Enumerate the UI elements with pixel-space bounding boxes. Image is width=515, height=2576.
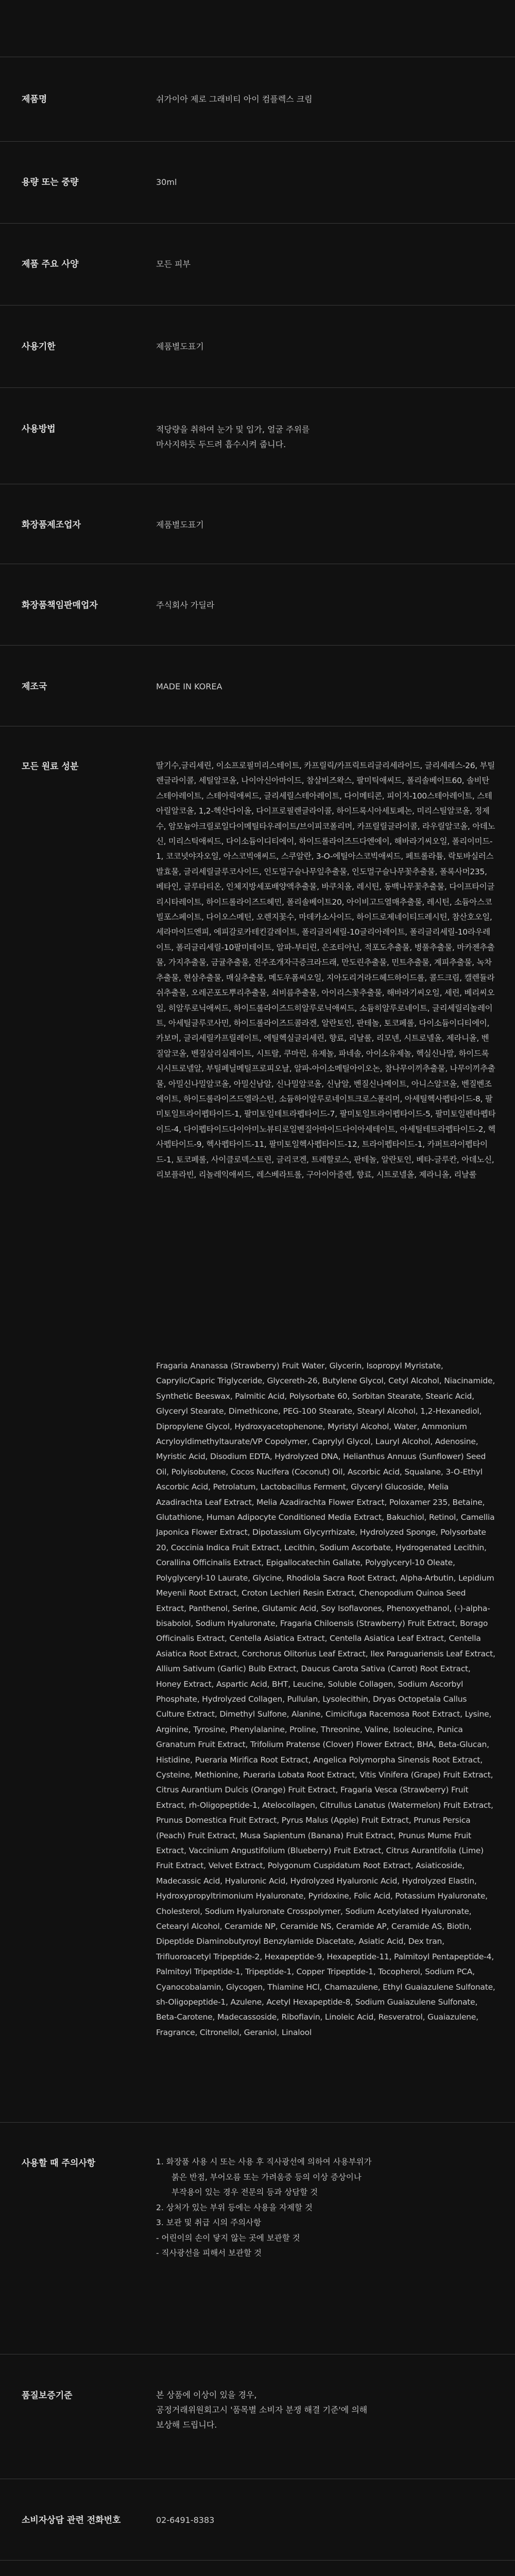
spec-value: 모든 피부: [156, 259, 191, 269]
ingredients-korean: 딸기수,글리세린, 이소프로필미리스테이트, 카프릴릭/카프릭트리글리세라이드, 글리세레스-26, 부틸렌글라이콜, 세틸알코올, 나이아신아마이드, 참살비즈왁스, 팔미틱애씨드, 폴리솔베이트60, 솔비탄스테아레이트, 스테아릭애씨드, 글리세릴스테아레이트, 다이메티콘, 피이지-100스테아레이트, 스테아릴알코올, 1,2-헥산다이올, 다이프로필렌글라이콜, 하이드록시아세토페논, 미리스틸알코올, 정제수, 암모늄아크릴로일다이메틸타우레이트/브이피코폴리머, 카프릴릴글라이콜, 라우릴알코올, 아데노신, 미리스틱애씨드, 다이소듐이디티에이, 하이드롤라이즈드다엔에이, 해바라기씨오일, 폴리이미드-1, 코코넛야자오일, 아스코빅애씨드, 스쿠알란, 3-O-에틸아스코빅애씨드, 페트롤라튬, 락토바실러스발효물, 글리세릴글루코사이드, 인도멀구슬나무잎추출물, 인도멀구슬나무꽃추출물, 폴록사머235, 베타인, 글루타티온, 인체지방세포배양액추출물, 바쿠치올, 레시틴, 동백나무꽃추출물, 다이프타이글리시타레이트, 하이드롤라이즈드헤민, 폴리솔베이트20, 아이비고드열매추출물, 레시틴, 소듐아스코빌포스페이트, 다이오스메틴, 오렌지꽃수, 마데카소사이드, 하이드로제네이티드레시틴, 참산호오일, 세라마이드엔피, 에피갈로카테킨갈레이트, 폴리글리세릴-10글리아레이트, 폴리글리세릴-10라우레이트, 폴리글리세릴-10팔미테이트, 알파-부티린, 은조티아닌, 적포도추출물, 병풀추출물, 마카젠추출물, 가지추출물, 금귤추출물, 진주조개자극증크라드래, 만도린추출물, 민트추출물, 계피추출물, 녹차추출물, 현삼추출물, 매실추출물, 메도우폼씨오일, 지아도리거라드헤드하이드롤, 콜드크림, 캘렌듈라쉬추출물, 오레곤포도뿌리추출물, 쇠비름추출물, 아이리스꽃추출물, 해바라기씨오일, 세린, 베리씨오일, 히알루로닉애씨드, 하이드롤라이즈드히알루로닉애씨드, 소듐히알루로네이트, 글리세릴리놀레이트, 아세틸글루코사민, 하이드롤라이즈드콜라겐, 알란토인, 판테놀, 토코페롤, 다이소듐이디티에이, 카보머, 글리세릴카프릴레이트, 에틸헥실글리세린, 향료, 리날룰, 리모넨, 시트로넬올, 제라니올, 벤질알코올, 벤질살리실레이트, 시트랄, 쿠마린, 유제놀, 파네솔, 아이소유제놀, 헥실신나말, 하이드록시시트로넬알, 부틸페닐메틸프로피오날, 알파-아이소메틸아이오논, 참나무이끼추출물, 나무이끼추출물, 아밀신나밀알코올, 아밀신남알, 신나밀알코올, 신남알, 벤질신나메이트, 아니스알코올, 벤질벤조에이트, 하이드롤라이즈드엘라스틴, 소듐하이알루로네이트크로스폴리머, 아세틸헥사펩타이드-8, 팔미토일트라이펩타이드-1, 팔미토일테트라펩타이드-7, 팔미토일트라이펩타이드-5, 팔미토일펜타펩타이드-4, 다이펩타이드다이아미노뷰티로일벤질아마이드다이아세테이트, 아세틸테트라펩타이드-2, 헥사펩타이드-9, 헥사펩타이드-11, 팔미토일헥사펩타이드-12, 트라이펩타이드-1, 카퍼트라이펩타이드-1, 토코페롤, 사이클로덱스트린, 글리코겐, 트레할로스, 판테놀, 알란토인, 베타-글루칸, 아데노신, 리보플라빈, 리놀레익애씨드, 레스베라트롤, 구아이아줄렌, 향료, 시트로넬올, 제라니올, 리날룰: [156, 761, 496, 1179]
row-phone: [0, 2479, 515, 2561]
caution-item: 부작용이 있는 경우 전문의 등과 상담할 것: [171, 2188, 318, 2197]
caution-item: 3. 보관 및 취급 시의 주의사항: [156, 2218, 262, 2227]
country-value: MADE IN KOREA: [156, 682, 222, 691]
row-distributor: [0, 564, 515, 646]
warranty-line: 공정거래위원회고시 '품목별 소비자 분쟁 해결 기준'에 의해: [156, 2405, 368, 2415]
caution-item: 1. 화장품 사용 시 또는 사용 후 직사광선에 의하여 사용부위가: [156, 2157, 372, 2166]
warranty-line: 본 상품에 이상이 있을 경우,: [156, 2390, 257, 2400]
warranty-value: [156, 2387, 496, 2432]
caution-label: 사용할 때 주의사항: [22, 2158, 96, 2168]
usage-line: 적당량을 취하여 눈가 및 입가, 얼굴 주위를: [156, 425, 310, 434]
ingredients-label: 모든 원료 성분: [22, 761, 79, 772]
caution-item: - 어린이의 손이 닿지 않는 곳에 보관할 것: [156, 2233, 300, 2243]
phone-label: 소비자상담 관련 전화번호: [22, 2515, 121, 2526]
manufacturer-value: 제품별도표기: [156, 520, 204, 530]
row-product-name: [0, 57, 515, 142]
usage-label: 사용방법: [22, 424, 56, 434]
row-usage: [0, 388, 515, 484]
caution-item: 2. 상처가 있는 부위 등에는 사용을 자제할 것: [156, 2202, 313, 2212]
row-warranty: [0, 2354, 515, 2479]
expiry-value: 제품별도표기: [156, 342, 204, 351]
phone-value: 02-6491-8383: [156, 2515, 215, 2525]
row-expiry: [0, 306, 515, 388]
product-name-value: 쉬가이아 제로 그래비티 아이 컴플렉스 크림: [156, 94, 313, 104]
row-volume: [0, 142, 515, 224]
row-manufacturer: [0, 484, 515, 564]
caution-list: [156, 2155, 496, 2261]
caution-value: [156, 2155, 496, 2261]
ingredients-english: Fragaria Ananassa (Strawberry) Fruit Water, Glycerin, Isopropyl Myristate, Caprylic/Capric Triglyceride, Glycereth-26, Butylene Glycol, Cetyl Alcohol, Niacinamide, Synthetic Beeswax, Palmitic Acid, Polysorbate 60, Sorbitan Stearate, Stearic Acid, Glyceryl Stearate, Dimethicone, PEG-100 Stearate, Stearyl Alcohol, 1,2-Hexanediol, Dipropylene Glycol, Hydroxyacetophenone, Myristyl Alcohol, Water, Ammonium Acryloyldimethyltaurate/VP Copolymer, Caprylyl Glycol, Lauryl Alcohol, Adenosine, Myristic Acid, Disodium EDTA, Hydrolyzed DNA, Helianthus Annuus (Sunflower) Seed Oil, Polyisobutene, Cocos Nucifera (Coconut) Oil, Ascorbic Acid, Squalane, 3-O-Ethyl Ascorbic Acid, Petrolatum, Lactobacillus Ferment, Glyceryl Glucoside, Melia Azadirachta Leaf Extract, Melia Azadirachta Flower Extract, Poloxamer 235, Betaine, Glutathione, Human Adipocyte Conditioned Media Extract, Bakuchiol, Retinol, Camellia Japonica Flower Extract, Dipotassium Glycyrrhizate, Hydrolyzed Sponge, Polysorbate 20, Coccinia Indica Fruit Extract, Lecithin, Sodium Ascorbate, Hydrogenated Lecithin, Corallina Officinalis Extract, Epigallocatechin Gallate, Polyglyceryl-10 Oleate, Polyglyceryl-10 Laurate, Glycine, Rhodiola Sacra Root Extract, Alpha-Arbutin, Lepidium Meyenii Root Extract, Croton Lechleri Resin Extract, Chenopodium Quinoa Seed Extract, Panthenol, Serine, Glutamic Acid, Soy Isoflavones, Phenoxyethanol, (-)-alpha-bisabolol, Sodium Hyaluronate, Fragaria Chiloensis (Strawberry) Fruit Extract, Borago Officinalis Extract, Centella Asiatica Extract, Centella Asiatica Leaf Extract, Centella Asiatica Root Extract, Corchorus Olitorius Leaf Extract, Ilex Paraguariensis Leaf Extract, Allium Sativum (Garlic) Bulb Extract, Daucus Carota Sativa (Carrot) Root Extract, Honey Extract, Aspartic Acid, BHT, Leucine, Soluble Collagen, Sodium Ascorbyl Phosphate, Hydrolyzed Collagen, Pullulan, Lysolecithin, Dryas Octopetala Callus Culture Extract, Dimethyl Sulfone, Alanine, Cimicifuga Racemosa Root Extract, Lysine, Arginine, Tyrosine, Phenylalanine, Proline, Threonine, Valine, Isoleucine, Punica Granatum Fruit Extract, Trifolium Pratense (Clover) Flower Extract, BHA, Beta-Glucan, Histidine, Pueraria Mirifica Root Extract, Angelica Polymorpha Sinensis Root Extract, Cysteine, Methionine, Pueraria Lobata Root Extract, Vitis Vinifera (Grape) Fruit Extract, Citrus Aurantium Dulcis (Orange) Fruit Extract, Fragaria Vesca (Strawberry) Fruit Extract, rh-Oligopeptide-1, Atelocollagen, Citrullus Lanatus (Watermelon) Fruit Extract, Prunus Domestica Fruit Extract, Pyrus Malus (Apple) Fruit Extract, Prunus Persica (Peach) Fruit Extract, Musa Sapientum (Banana) Fruit Extract, Prunus Mume Fruit Extract, Vaccinium Angustifolium (Blueberry) Fruit Extract, Citrus Aurantifolia (Lime) Fruit Extract, Velvet Extract, Polygonum Cuspidatum Root Extract, Asiaticoside, Madecassic Acid, Hyaluronic Acid, Hydrolyzed Hyaluronic Acid, Hydrolyzed Elastin, Hydroxypropyltrimonium Hyaluronate, Pyridoxine, Folic Acid, Potassium Hyaluronate, Cholesterol, Sodium Hyaluronate Crosspolymer, Sodium Acetylated Hyaluronate, Cetearyl Alcohol, Ceramide NP, Ceramide NS, Ceramide AP, Ceramide AS, Biotin, Dipeptide Diaminobutyroyl Benzylamide Diacetate, Asiatic Acid, Dex tran, Trifluoroacetyl Tripeptide-2, Hexapeptide-9, Hexapeptide-11, Palmitoyl Pentapeptide-4, Palmitoyl Tripeptide-1, Tripeptide-1, Copper Tripeptide-1, Tocopherol, Sodium PCA, Cyanocobalamin, Glycogen, Thiamine HCl, Chamazulene, Ethyl Guaiazulene Sulfonate, sh-Oligopeptide-1, Azulene, Acetyl Hexapeptide-8, Sodium Guaiazulene Sulfonate, Beta-Carotene, Madecassoside, Riboflavin, Linoleic Acid, Resveratrol, Guaiazulene, Fragrance, Citronellol, Geraniol, Linalool: [156, 1361, 495, 2037]
distributor-label: 화장품책임판매업자: [22, 600, 98, 611]
warranty-line: 보상해 드립니다.: [156, 2420, 217, 2430]
caution-item: 붉은 반점, 부어오름 또는 가려움증 등의 이상 증상이나: [171, 2172, 362, 2182]
volume-value: 30ml: [156, 177, 177, 187]
country-label: 제조국: [22, 682, 47, 692]
product-name-label: 제품명: [22, 94, 47, 105]
row-spec: [0, 224, 515, 306]
row-caution: [0, 2123, 515, 2354]
usage-line: 마사지하듯 두드려 흡수시켜 줍니다.: [156, 439, 286, 449]
usage-value: [156, 422, 496, 452]
row-country: [0, 646, 515, 726]
warranty-label: 품질보증기준: [22, 2391, 73, 2401]
distributor-value: 주식회사 가딜라: [156, 600, 215, 610]
spec-label: 제품 주요 사양: [22, 259, 79, 269]
manufacturer-label: 화장품제조업자: [22, 520, 81, 530]
volume-label: 용량 또는 중량: [22, 177, 79, 188]
row-ingredients: [0, 726, 515, 2123]
expiry-label: 사용기한: [22, 342, 56, 352]
caution-item: - 직사광선을 피해서 보관할 것: [156, 2248, 262, 2258]
